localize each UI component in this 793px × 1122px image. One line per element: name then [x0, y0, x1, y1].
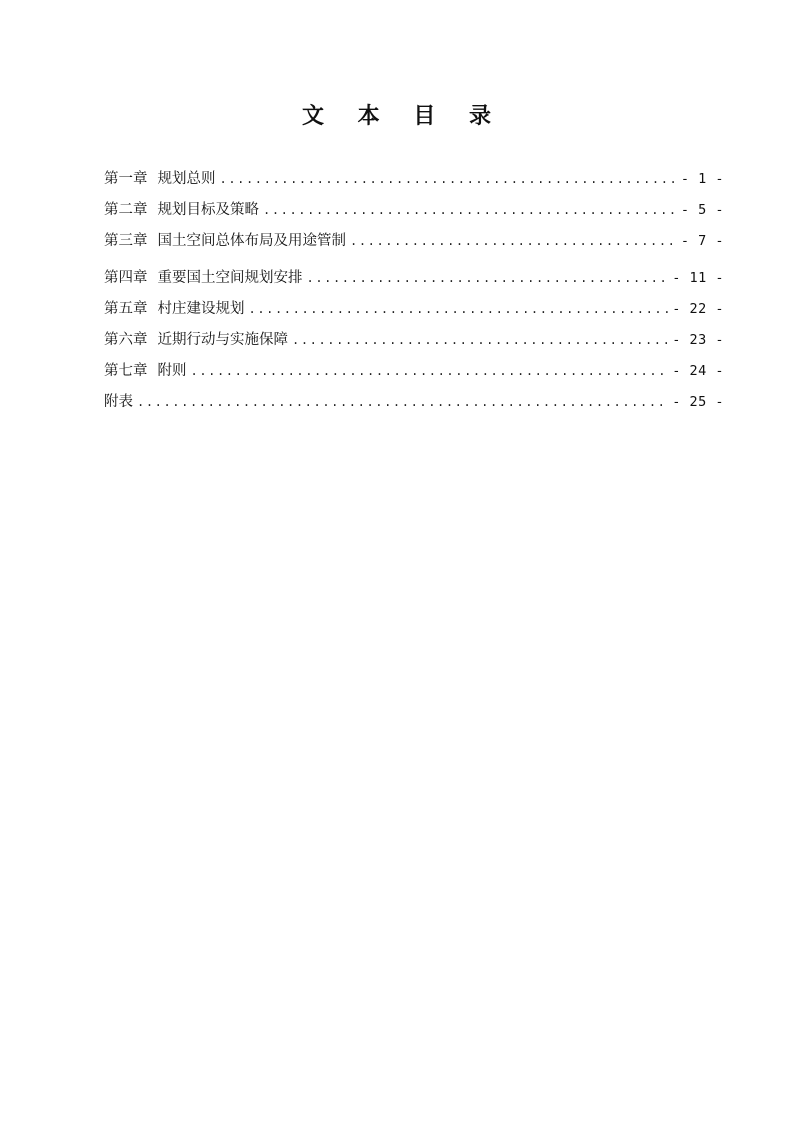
toc-page-number: - 22 - — [672, 301, 724, 317]
toc-page-number: - 5 - — [680, 202, 724, 218]
toc-entry-chapter-2[interactable] — [104, 195, 724, 226]
toc-page-number: - 23 - — [672, 332, 724, 348]
toc-entry-chapter-3[interactable] — [104, 226, 724, 257]
toc-chapter-number: 第二章 — [104, 202, 148, 218]
toc-entry-appendix[interactable] — [104, 387, 724, 418]
toc-entry-chapter-4[interactable] — [104, 263, 724, 294]
toc-page-number: - 25 - — [672, 394, 724, 410]
toc-entry-label: 重要国土空间规划安排 — [157, 270, 303, 286]
dot-leader — [307, 263, 669, 294]
toc-entry-chapter-7[interactable] — [104, 356, 724, 387]
page-title: 文 本 目 录 — [302, 104, 504, 129]
toc-entry-label: 村庄建设规划 — [157, 301, 245, 317]
toc-chapter-number: 第六章 — [104, 332, 148, 348]
toc-chapter-number: 第七章 — [104, 363, 148, 379]
table-of-contents — [104, 164, 724, 418]
dot-leader — [350, 226, 677, 257]
toc-chapter-number: 第五章 — [104, 301, 148, 317]
toc-entry-label: 近期行动与实施保障 — [157, 332, 288, 348]
dot-leader — [137, 387, 668, 418]
toc-chapter-number: 第三章 — [104, 233, 148, 249]
dot-leader — [292, 325, 668, 356]
toc-entry-label: 附表 — [104, 394, 133, 410]
toc-page-number: - 11 - — [672, 270, 724, 286]
toc-entry-label: 规划目标及策略 — [157, 202, 259, 218]
toc-entry-label: 附则 — [157, 363, 187, 379]
toc-chapter-number: 第四章 — [104, 270, 148, 286]
dot-leader — [263, 195, 677, 226]
dot-leader — [220, 164, 677, 195]
toc-entry-label: 国土空间总体布局及用途管制 — [157, 233, 346, 249]
dot-leader — [249, 294, 669, 325]
toc-page-number: - 1 - — [680, 171, 724, 187]
toc-entry-label: 规划总则 — [157, 171, 216, 187]
toc-page-number: - 7 - — [680, 233, 724, 249]
toc-entry-chapter-5[interactable] — [104, 294, 724, 325]
dot-leader — [191, 356, 669, 387]
toc-chapter-number: 第一章 — [104, 171, 148, 187]
toc-entry-chapter-1[interactable] — [104, 164, 724, 195]
toc-page-number: - 24 - — [672, 363, 724, 379]
toc-entry-chapter-6[interactable] — [104, 325, 724, 356]
